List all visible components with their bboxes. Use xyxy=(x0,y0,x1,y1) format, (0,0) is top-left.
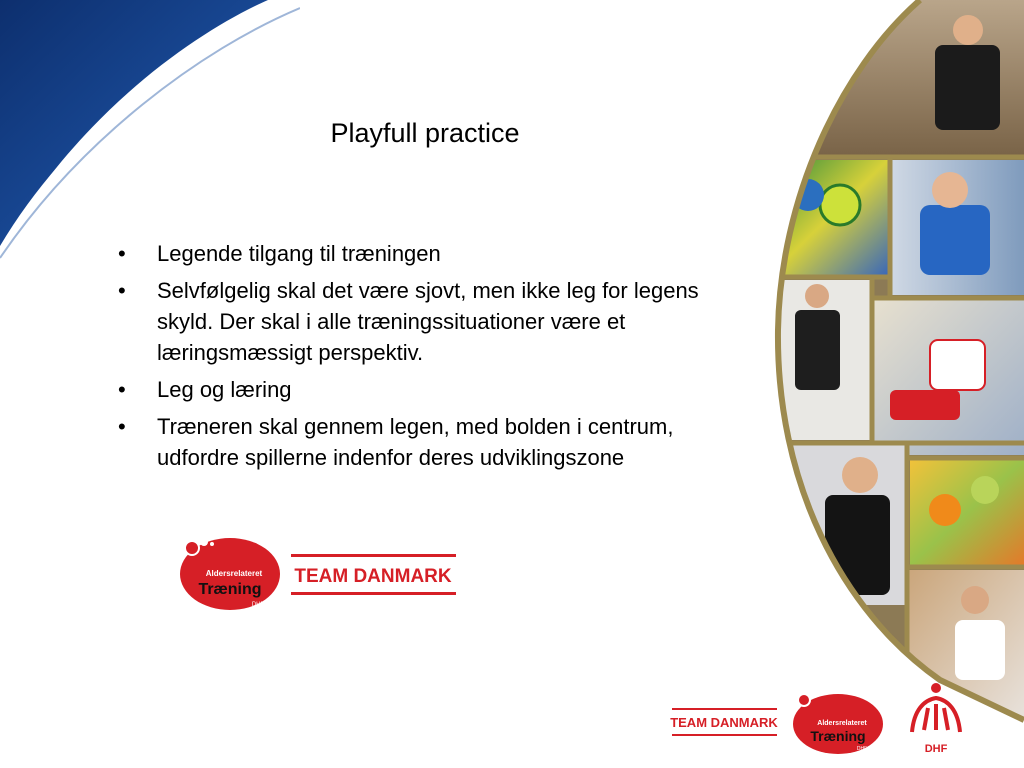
bullet-marker: • xyxy=(118,414,126,439)
slide-title: Playfull practice xyxy=(330,118,520,148)
bullet-text: Træneren skal gennem legen, med bolden i centrum, udfordre spillerne indenfor deres udviklingszone xyxy=(157,414,674,470)
bullet-marker: • xyxy=(118,278,126,303)
collage-photos xyxy=(770,0,1024,768)
jersey-shape xyxy=(935,45,1000,130)
bullet-marker: • xyxy=(118,241,126,266)
photo-fruit xyxy=(910,460,1024,565)
aldersrelateret-traening-logo xyxy=(180,538,280,610)
team-danmark-logo xyxy=(291,554,456,595)
footer-logo-text-org: DHF xyxy=(856,746,868,752)
bullet-item xyxy=(112,411,722,473)
aldersrelateret-traening-footer-logo xyxy=(793,692,883,754)
footer-logo-text-small: Aldersrelateret xyxy=(817,720,867,727)
logo-text-org: DHF xyxy=(251,602,265,608)
team-danmark-footer-logo xyxy=(670,708,778,736)
team-danmark-text: TEAM DANMARK xyxy=(294,566,452,587)
bullet-list xyxy=(112,238,722,479)
corner-swoosh-decoration xyxy=(0,0,300,260)
logo-group-footer xyxy=(668,680,968,760)
logo-text-small: Aldersrelateret xyxy=(205,569,263,578)
bullet-item xyxy=(112,275,722,368)
logo-text-big: Træning xyxy=(198,581,262,598)
logo-group-main xyxy=(178,530,468,620)
photo-collage xyxy=(770,0,1024,768)
bullet-item xyxy=(112,374,722,405)
bullet-item xyxy=(112,238,722,269)
bullet-text: Legende tilgang til træningen xyxy=(157,241,441,266)
team-danmark-footer-text: TEAM DANMARK xyxy=(670,715,778,730)
dhf-text: DHF xyxy=(924,743,948,755)
footer-logo-text-big: Træning xyxy=(810,728,866,744)
bullet-marker: • xyxy=(118,377,126,402)
bullet-text: Selvfølgelig skal det være sjovt, men ikke leg for legens skyld. Der skal i alle træningssituationer være et læringsmæssigt perspektiv. xyxy=(157,278,699,365)
dhf-logo xyxy=(912,683,960,755)
bullet-text: Leg og læring xyxy=(157,377,292,402)
